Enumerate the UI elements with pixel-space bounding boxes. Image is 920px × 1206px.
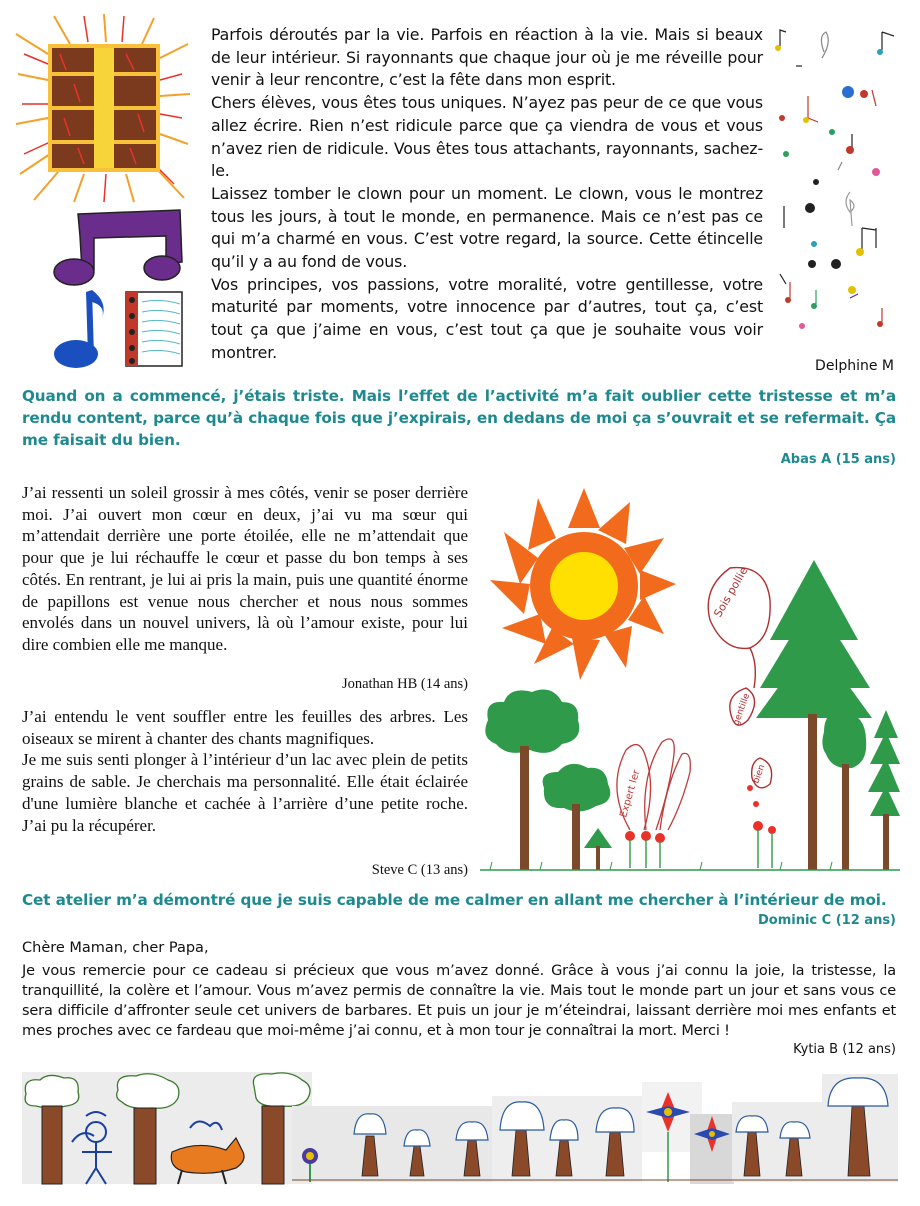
flame-text: Expert ler bbox=[618, 768, 643, 819]
tree-icon bbox=[543, 764, 611, 870]
bubble-text-3: bien bbox=[751, 763, 768, 786]
steve-paragraph: J’ai entendu le vent souffler entre les feuilles des arbres. Les oiseaux se mirent à chanter des chants magnifiques. bbox=[22, 707, 468, 748]
music-notes-drawing-icon bbox=[48, 206, 190, 370]
delphine-paragraph: Chers élèves, vous êtes tous uniques. N’ayez pas peur de ce que vous allez écrire. Rien n’est ridicule parce que ça viendra de vous et vous n’avez rien de ridicule. Vous êtes tous attachants, rayonnants, sachez-le. bbox=[211, 93, 763, 181]
delphine-paragraph: Laissez tomber le clown pour un moment. Le clown, vous le montrez tous les jours, à tout le monde, en permanence. Mais ce n’est pas ce qui m’a charmé en vous. C’est votre regard, la source. Cette étincelle qu’il y a au fond de vous. bbox=[211, 183, 763, 272]
abas-signature: Abas A (15 ans) bbox=[780, 452, 896, 467]
bubble-text-1: Sois pollie bbox=[711, 564, 751, 620]
kytia-salutation: Chère Maman, cher Papa, bbox=[22, 940, 209, 956]
jonathan-signature: Jonathan HB (14 ans) bbox=[341, 676, 468, 692]
tree-icon bbox=[868, 710, 900, 870]
tree-icon bbox=[822, 710, 866, 870]
bubble-text-2: gentille bbox=[731, 692, 753, 728]
delphine-paragraph: Parfois déroutés par la vie. Parfois en réaction à la vie. Mais si beaux de leur intérieur. Si rayonnants que chaque jour où je me réveille pour venir à leur rencontre, c’est la fête dans mon esprit. bbox=[211, 25, 763, 90]
delphine-text bbox=[211, 24, 763, 365]
kytia-signature: Kytia B (12 ans) bbox=[793, 1042, 896, 1057]
sun-forest-drawing-icon bbox=[480, 488, 900, 876]
kytia-letter: Je vous remercie pour ce cadeau si précieux que vous m’avez donné. Grâce à vous j’ai connu la joie, la tristesse, la tranquillité, la colère et l’amour. Vous m’avez permis de connaître la vie. Mais tout le monde part un jour et sans vous ce sera difficile d’affronter seule cet univers de barbares. Et puis un jour je m’éteindrai, laissant derrière moi mes enfants et mes proches avec ce fardeau que moi-même j’ai connu, et à mon tour je connaîtrai la mort. Merci ! bbox=[22, 963, 896, 1039]
steve-signature: Steve C (13 ans) bbox=[371, 862, 468, 878]
sun-icon bbox=[490, 488, 676, 680]
steve-story bbox=[22, 706, 468, 836]
delphine-paragraph: Vos principes, vos passions, votre moralité, votre gentillesse, votre maturité par moments, votre innocence par d’autres, tout ça, c’est tout ça que j’aime en vous, c’est tout ça que je souhaite vous voir montrer. bbox=[211, 274, 763, 362]
steve-paragraph: Je me suis senti plonger à l’intérieur d’un lac avec plein de petits grains de sable. Je cherchais ma personnalité. Elle était éclairée d'une lumière blanche et cachée à l’arrière d’une petite roche. J’ai pu la récupérer. bbox=[22, 750, 468, 835]
dominic-signature: Dominic C (12 ans) bbox=[758, 913, 896, 928]
delphine-signature: Delphine M bbox=[815, 358, 894, 374]
trees-strip-drawing-icon bbox=[22, 1072, 898, 1188]
sun-box-drawing-icon bbox=[14, 14, 190, 204]
abas-quote: Quand on a commencé, j’étais triste. Mais l’effet de l’activité m’a fait oublier cette tristesse et m’a rendu content, parce qu’à chaque fois que j’expirais, en dedans de moi ça s’ouvrait et se refermait. Ça me faisait du bien. bbox=[22, 387, 896, 449]
scattered-music-notes-icon bbox=[772, 22, 910, 344]
jonathan-story: J’ai ressenti un soleil grossir à mes côtés, venir se poser derrière moi. J’ai ouvert mon cœur en deux, j’ai vu ma sœur qui m’attendait derrière une porte étoilée, elle ne m’attendait que pour que je lui réchauffe le cœur et passe du bon temps à ses côtés. En rentrant, je lui ai pris la main, puis une quantité énorme de papillons est venue nous chercher et nous nous sommes envolés dans un nouvel univers, là où l’amour existe, pour lui dire combien elle me manque. bbox=[22, 483, 468, 654]
dominic-quote: Cet atelier m’a démontré que je suis capable de me calmer en allant me chercher à l’intérieur de moi. bbox=[22, 891, 887, 909]
